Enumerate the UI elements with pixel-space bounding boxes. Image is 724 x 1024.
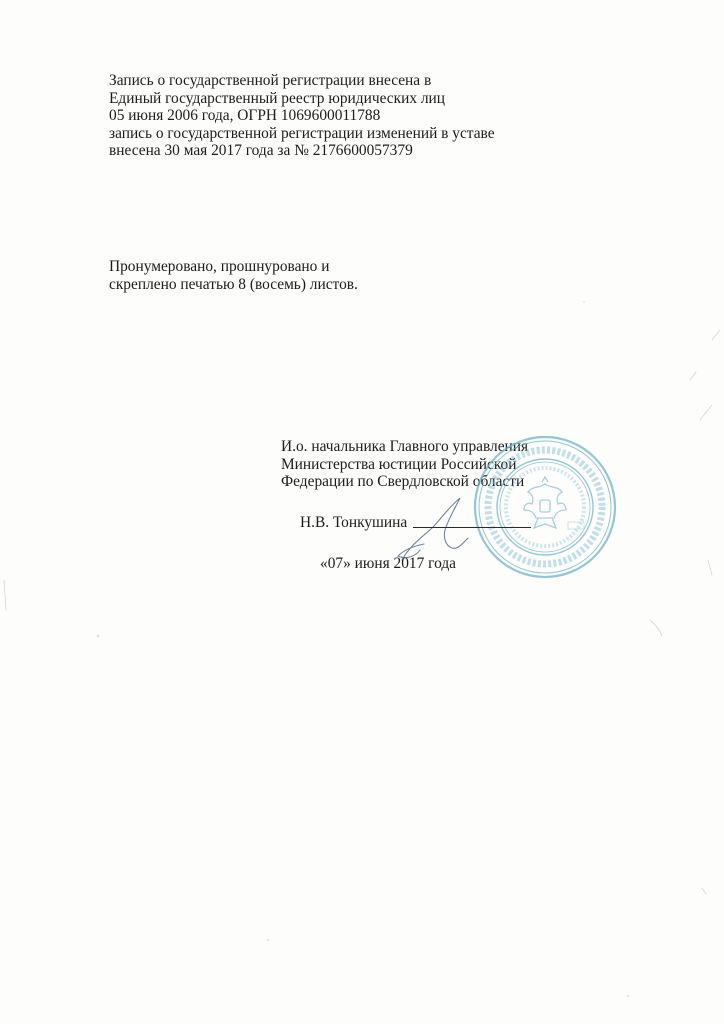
signing-date: «07» июня 2017 года <box>320 555 456 572</box>
registration-line: Единый государственный реестр юридических лиц <box>109 89 446 107</box>
registration-record <box>109 72 495 160</box>
signature-underline <box>413 527 531 528</box>
binding-line: скреплено печатью 8 (восемь) листов. <box>109 275 358 293</box>
registration-line: 05 июня 2006 года, ОГРН 1069600011788 <box>109 107 381 125</box>
signatory-title-line: И.о. начальника Главного управления <box>281 438 529 455</box>
round-official-seal-icon <box>470 432 620 582</box>
registration-line: запись о государственной регистрации изменений в уставе <box>109 124 495 142</box>
binding-note <box>109 258 358 293</box>
signer-name: Н.В. Тонкушина <box>300 514 408 531</box>
signatory-title-line: Федерации по Свердловской области <box>281 473 525 491</box>
signer-name-line <box>300 514 531 532</box>
registration-line: внесена 30 мая 2017 года за № 2176600057379 <box>109 142 413 160</box>
binding-line: Пронумеровано, прошнуровано и <box>109 258 330 275</box>
signatory-title-line: Министерства юстиции Российской <box>281 455 517 473</box>
registration-line: Запись о государственной регистрации внесена в <box>109 72 432 89</box>
